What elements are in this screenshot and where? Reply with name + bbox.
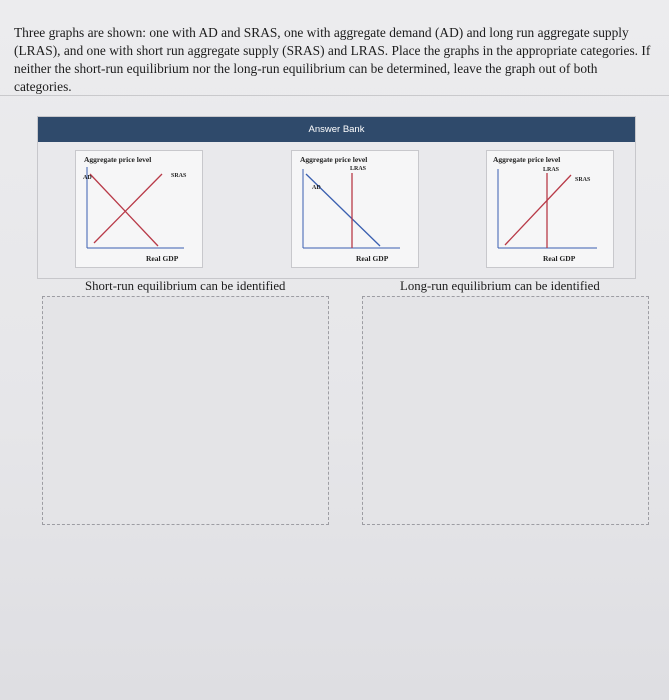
drop-zone-short-run[interactable] <box>42 296 329 525</box>
graph-card-ad-lras[interactable] <box>291 150 419 268</box>
sras-curve <box>94 174 162 243</box>
instructions-text: Three graphs are shown: one with AD and SRAS, one with aggregate demand (AD) and long run aggregate supply (LRAS), and one with short run aggregate supply (SRAS) and LRAS. Place the graphs in the appropriate categories. If neither the short-run equilibrium nor the long-run equilibrium can be determined, leave the graph out of both categories. <box>14 25 651 94</box>
ad-curve <box>90 174 158 246</box>
divider <box>0 95 669 96</box>
drop-zone-long-run[interactable] <box>362 296 649 525</box>
ad-sras-graph <box>76 151 202 267</box>
x-axis-label: Real GDP <box>543 254 576 263</box>
y-axis-label: Aggregate price level <box>84 155 152 164</box>
graph-card-lras-sras[interactable] <box>486 150 614 268</box>
sras-label: SRAS <box>171 173 187 179</box>
x-axis-label: Real GDP <box>356 254 389 263</box>
y-axis-label: Aggregate price level <box>300 155 368 164</box>
ad-label: AD <box>312 185 321 191</box>
answer-bank-title: Answer Bank <box>38 117 635 142</box>
category-title-long-run: Long-run equilibrium can be identified <box>400 279 600 293</box>
lras-label: LRAS <box>543 167 560 173</box>
lras-label: LRAS <box>350 166 367 172</box>
y-axis-label: Aggregate price level <box>493 155 561 164</box>
category-title-short-run: Short-run equilibrium can be identified <box>85 279 286 293</box>
ad-label: AD <box>83 175 92 181</box>
sras-label: SRAS <box>575 177 591 183</box>
answer-bank <box>37 116 636 279</box>
sras-curve <box>505 175 571 245</box>
x-axis-label: Real GDP <box>146 254 179 263</box>
graph-card-ad-sras[interactable] <box>75 150 203 268</box>
